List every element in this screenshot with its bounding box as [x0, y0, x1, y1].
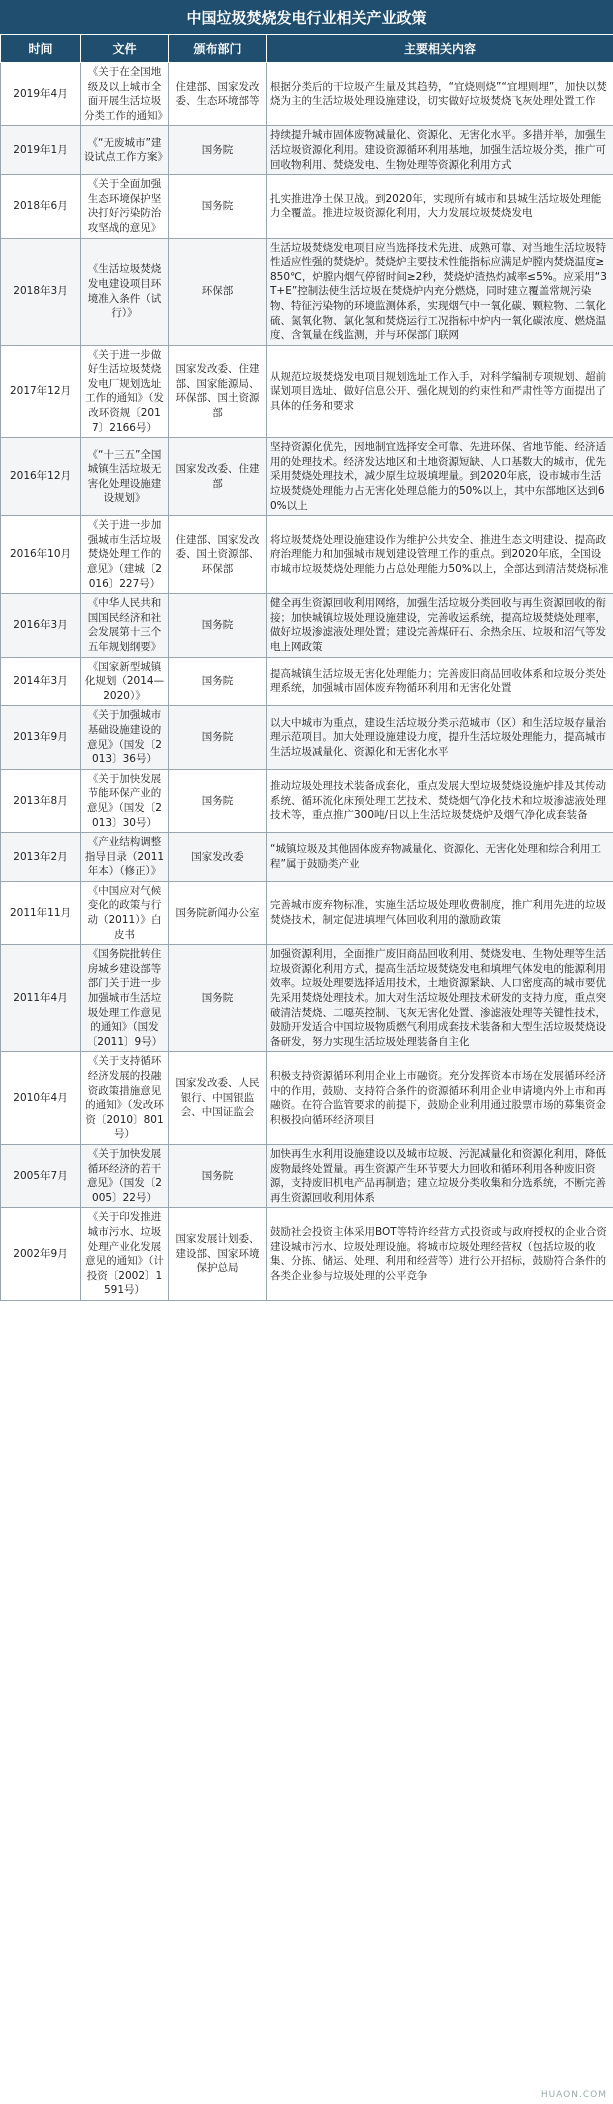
cell-time: 2014年3月 — [1, 657, 81, 706]
cell-content: 以大中城市为重点，建设生活垃圾分类示范城市（区）和生活垃圾存量治理示范项目。加大处理设施建设力度，提升生活垃圾处理能力，提高城市生活垃圾减量化、资源化和无害化水平 — [267, 706, 613, 769]
cell-document: 《“无废城市”建设试点工作方案》 — [81, 126, 169, 175]
header-document: 文件 — [81, 35, 169, 63]
cell-department: 国家发改委 — [169, 833, 267, 882]
cell-document: 《关于进一步做好生活垃圾焚烧发电厂规划选址工作的通知》（发改环资规〔2017〕2166号） — [81, 345, 169, 438]
cell-time: 2016年12月 — [1, 438, 81, 516]
policy-table — [0, 34, 613, 1301]
cell-content: 加强资源利用，全面推广废旧商品回收利用、焚烧发电、生物处理等生活垃圾资源化利用方式，提高生活垃圾焚烧发电和填埋气体发电的能源利用效率。垃圾处理要选择适用技术，土地资源紧缺、人口密度高的城市要优先采用焚烧处理技术。加大对生活垃圾处理技术研发的支持力度，重点突破清洁焚烧、二噁英控制、飞灰无害化处置、渗滤液处理等关键性技术，鼓励开发适合中国垃圾物质燃气利用成套技术装备和大型生活垃圾焚烧设备研发，努力实现生活垃圾处理装备自主化 — [267, 945, 613, 1052]
table-row — [1, 706, 613, 769]
cell-time: 2005年7月 — [1, 1144, 81, 1207]
cell-content: 完善城市废弃物标准，实施生活垃圾处理收费制度，推广利用先进的垃圾焚烧技术，制定促进填埋气体回收利用的激励政策 — [267, 881, 613, 944]
cell-department: 国家发改委、住建部、国家能源局、环保部、国土资源部 — [169, 345, 267, 438]
cell-document: 《关于在全国地级及以上城市全面开展生活垃圾分类工作的通知》 — [81, 63, 169, 126]
cell-content: 生活垃圾焚烧发电项目应当选择技术先进、成熟可靠、对当地生活垃圾特性适应性强的焚烧炉。焚烧炉主要技术性能指标应满足炉膛内焚烧温度≥850℃，炉膛内烟气停留时间≥2秒，焚烧炉渣热灼减率≤5%。应采用“3T+E”控制法使生活垃圾在焚烧炉内充分燃烧，同时建立覆盖常规污染物、特征污染物的环境监测体系，实现烟气中一氧化碳、颗粒物、二氧化硫、氮氧化物、氯化氢和焚烧运行工况指标中炉内一氧化碳浓度、燃烧温度、含氧量在线监测，并与环保部门联网 — [267, 238, 613, 345]
cell-department: 国家发展计划委、建设部、国家环境保护总局 — [169, 1208, 267, 1301]
table-row — [1, 594, 613, 657]
cell-department: 国务院 — [169, 945, 267, 1052]
cell-department: 环保部 — [169, 238, 267, 345]
table-row — [1, 1144, 613, 1207]
header-time: 时间 — [1, 35, 81, 63]
cell-time: 2019年1月 — [1, 126, 81, 175]
cell-document: 《关于全面加强生态环境保护坚决打好污染防治攻坚战的意见》 — [81, 175, 169, 238]
cell-department: 国务院 — [169, 594, 267, 657]
cell-document: 《关于加强城市基础设施建设的意见》（国发〔2013〕36号） — [81, 706, 169, 769]
cell-time: 2018年3月 — [1, 238, 81, 345]
header-content: 主要相关内容 — [267, 35, 613, 63]
cell-document: 《中华人民共和国国民经济和社会发展第十三个五年规划纲要》 — [81, 594, 169, 657]
cell-content: 健全再生资源回收利用网络，加强生活垃圾分类回收与再生资源回收的衔接；加快城镇垃圾处理设施建设，完善收运系统，提高垃圾焚烧处理率，做好垃圾渗滤液处理处置；建设完善煤矸石、余热余压、垃圾和沼气等发电上网政策 — [267, 594, 613, 657]
cell-document: 《国家新型城镇化规划（2014—2020）》 — [81, 657, 169, 706]
cell-content: 根据分类后的干垃圾产生量及其趋势，“宜烧则烧”“宜埋则埋”，加快以焚烧为主的生活垃圾处理设施建设，切实做好垃圾焚烧飞灰处理处置工作 — [267, 63, 613, 126]
cell-time: 2011年11月 — [1, 881, 81, 944]
cell-department: 国务院 — [169, 657, 267, 706]
cell-document: 《关于加快发展节能环保产业的意见》（国发〔2013〕30号） — [81, 769, 169, 832]
table-row — [1, 833, 613, 882]
table-row — [1, 1208, 613, 1301]
cell-content: 从规范垃圾焚烧发电项目规划选址工作入手，对科学编制专项规划、超前谋划项目选址、做好信息公开、强化规划的约束性和严肃性等方面提出了具体的任务和要求 — [267, 345, 613, 438]
table-body — [1, 63, 613, 1301]
cell-document: 《关于印发推进城市污水、垃圾处理产业化发展意见的通知》（计投资〔2002〕1591号） — [81, 1208, 169, 1301]
table-row — [1, 657, 613, 706]
cell-department: 住建部、国家发改委、国土资源部、环保部 — [169, 516, 267, 594]
cell-time: 2016年3月 — [1, 594, 81, 657]
table-row — [1, 345, 613, 438]
table-row — [1, 945, 613, 1052]
cell-content: 鼓励社会投资主体采用BOT等特许经营方式投资或与政府授权的企业合资建设城市污水、垃圾处理设施。将城市垃圾处理经营权（包括垃圾的收集、分拣、储运、处理、利用和经营等）进行公开招标，鼓励符合条件的各类企业参与垃圾处理的公平竞争 — [267, 1208, 613, 1301]
cell-content: 扎实推进净土保卫战。到2020年，实现所有城市和县城生活垃圾处理能力全覆盖。推进垃圾资源化利用，大力发展垃圾焚烧发电 — [267, 175, 613, 238]
cell-time: 2011年4月 — [1, 945, 81, 1052]
cell-time: 2019年4月 — [1, 63, 81, 126]
cell-content: 坚持资源化优先，因地制宜选择安全可靠、先进环保、省地节能、经济适用的处理技术。经济发达地区和土地资源短缺、人口基数大的城市，优先采用焚烧处理技术，减少原生垃圾填埋量。到2020年底，设市城市生活垃圾焚烧处理能力占无害化处理总能力的50%以上，其中东部地区达到60%以上 — [267, 438, 613, 516]
cell-content: 将垃圾焚烧处理设施建设作为维护公共安全、推进生态文明建设、提高政府治理能力和加强城市规划建设管理工作的重点。到2020年底，全国设市城市垃圾焚烧处理能力占总处理能力50%以上，全部达到清洁焚烧标准 — [267, 516, 613, 594]
header-department: 颁布部门 — [169, 35, 267, 63]
cell-document: 《中国应对气候变化的政策与行动（2011）》白皮书 — [81, 881, 169, 944]
table-header-row — [1, 35, 613, 63]
cell-content: “城镇垃圾及其他固体废弃物减量化、资源化、无害化处理和综合利用工程”属于鼓励类产业 — [267, 833, 613, 882]
cell-department: 住建部、国家发改委、生态环境部等 — [169, 63, 267, 126]
cell-department: 国务院 — [169, 175, 267, 238]
table-row — [1, 1052, 613, 1145]
cell-time: 2010年4月 — [1, 1052, 81, 1145]
cell-content: 推动垃圾处理技术装备成套化，重点发展大型垃圾焚烧设施炉排及其传动系统、循环流化床预处理工艺技术、焚烧烟气净化技术和垃圾渗滤液处理技术等，重点推广300吨/日以上生活垃圾焚烧炉及烟气净化成套装备 — [267, 769, 613, 832]
page-title: 中国垃圾焚烧发电行业相关产业政策 — [0, 0, 613, 34]
cell-document: 《关于加快发展循环经济的若干意见》（国发〔2005〕22号） — [81, 1144, 169, 1207]
watermark: HUAON.COM — [540, 2090, 607, 2100]
cell-document: 《国务院批转住房城乡建设部等部门关于进一步加强城市生活垃圾处理工作意见的通知》（国发〔2011〕9号） — [81, 945, 169, 1052]
table-row — [1, 126, 613, 175]
cell-content: 加快再生水利用设施建设以及城市垃圾、污泥减量化和资源化利用，降低废物最终处置量。再生资源产生环节要大力回收和循环利用各种废旧资源，支持废旧机电产品再制造；建立垃圾分类收集和分选系统，不断完善再生资源回收利用体系 — [267, 1144, 613, 1207]
table-row — [1, 516, 613, 594]
cell-department: 国务院 — [169, 769, 267, 832]
cell-content: 提高城镇生活垃圾无害化处理能力；完善废旧商品回收体系和垃圾分类处理系统，加强城市固体废弃物循环利用和无害化处置 — [267, 657, 613, 706]
table-row — [1, 238, 613, 345]
cell-document: 《关于支持循环经济发展的投融资政策措施意见的通知》（发改环资〔2010〕801号） — [81, 1052, 169, 1145]
cell-time: 2013年8月 — [1, 769, 81, 832]
cell-time: 2017年12月 — [1, 345, 81, 438]
cell-time: 2013年9月 — [1, 706, 81, 769]
table-row — [1, 175, 613, 238]
cell-department: 国家发改委、人民银行、中国银监会、中国证监会 — [169, 1052, 267, 1145]
cell-department: 国务院 — [169, 126, 267, 175]
cell-content: 持续提升城市固体废物减量化、资源化、无害化水平。多措并举，加强生活垃圾资源化利用。建设资源循环利用基地，加强生活垃圾分类，推广可回收物利用、焚烧发电、生物处理等资源化利用方式 — [267, 126, 613, 175]
table-row — [1, 769, 613, 832]
cell-document: 《生活垃圾焚烧发电建设项目环境准入条件（试行）》 — [81, 238, 169, 345]
cell-time: 2016年10月 — [1, 516, 81, 594]
cell-department: 国家发改委、住建部 — [169, 438, 267, 516]
table-row — [1, 881, 613, 944]
cell-document: 《关于进一步加强城市生活垃圾焚烧处理工作的意见》（建城〔2016〕227号） — [81, 516, 169, 594]
cell-document: 《“十三五”全国城镇生活垃圾无害化处理设施建设规划》 — [81, 438, 169, 516]
cell-department: 国务院 — [169, 1144, 267, 1207]
cell-department: 国务院 — [169, 706, 267, 769]
cell-time: 2013年2月 — [1, 833, 81, 882]
cell-department: 国务院新闻办公室 — [169, 881, 267, 944]
table-row — [1, 63, 613, 126]
cell-time: 2018年6月 — [1, 175, 81, 238]
cell-content: 积极支持资源循环利用企业上市融资。充分发挥资本市场在发展循环经济中的作用，鼓励、支持符合条件的资源循环利用企业申请境内外上市和再融资。在符合监管要求的前提下，鼓励企业利用通过股票市场的募集资金积极投向循环经济项目 — [267, 1052, 613, 1145]
table-row — [1, 438, 613, 516]
cell-document: 《产业结构调整指导目录（2011年本）（修正）》 — [81, 833, 169, 882]
cell-time: 2002年9月 — [1, 1208, 81, 1301]
